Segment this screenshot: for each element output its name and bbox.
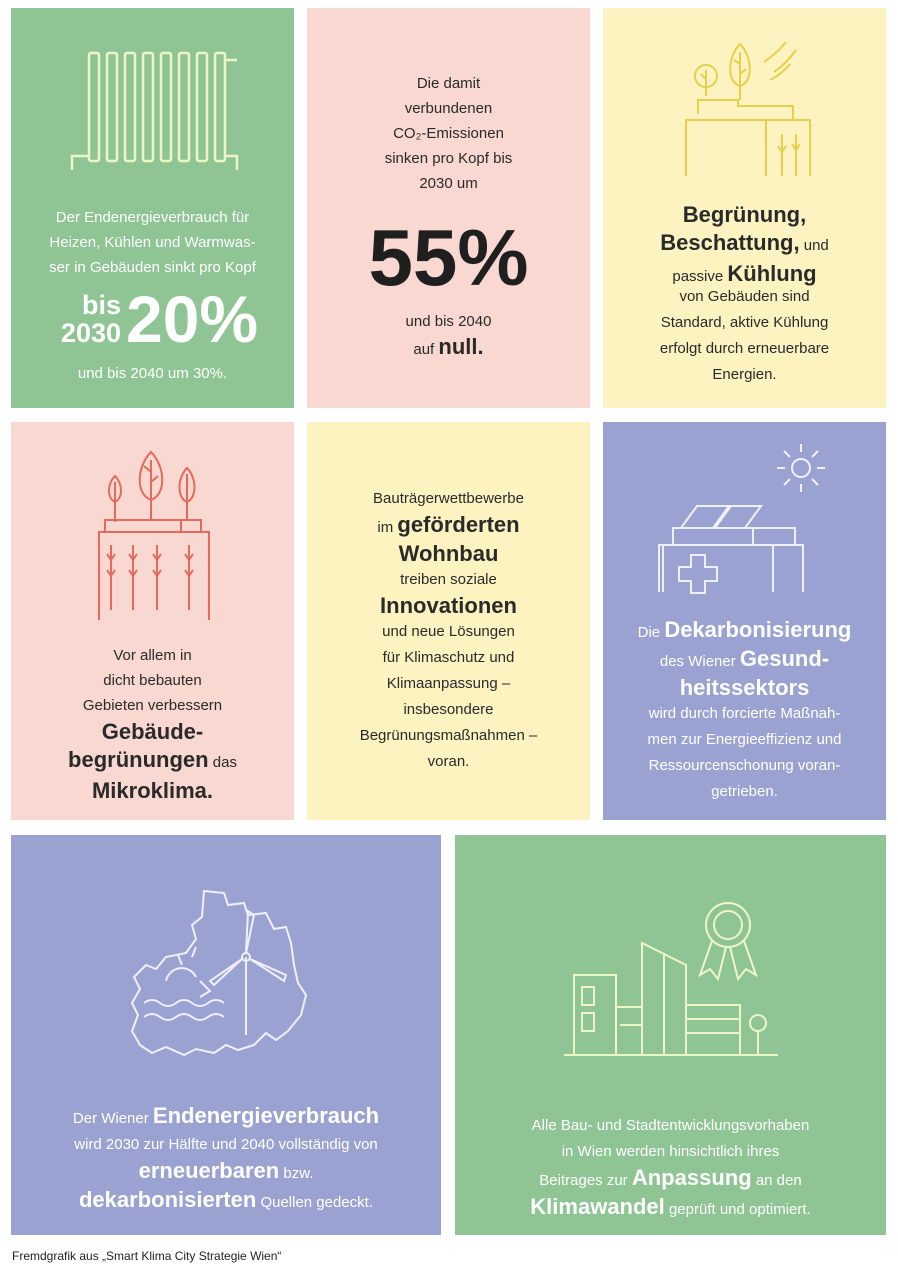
tile5-im: im <box>377 519 394 536</box>
tile3-passive: passive <box>672 268 724 285</box>
tile6-heitssektors: heitssektors <box>679 675 810 700</box>
tile-co2-emissions <box>307 8 590 408</box>
tile8-line1: Alle Bau- und Stadtentwicklungsvorhaben <box>531 1117 810 1134</box>
tile6-die: Die <box>637 624 661 641</box>
tile1-big-prefix2: 2030 <box>60 318 121 348</box>
tile4-das: das <box>212 754 237 771</box>
tile2-line1: Die damit <box>416 75 481 92</box>
tile1-line2: Heizen, Kühlen und Warmwas- <box>49 234 256 251</box>
tile2-line2: verbundenen <box>404 100 493 117</box>
tile4-begruenungen: begrünungen <box>68 747 209 772</box>
tile1-big-value: 20% <box>126 282 259 356</box>
tile7-endenergieverbrauch: Endenergieverbrauch <box>152 1103 380 1128</box>
tile1-line1: Der Endenergieverbrauch für <box>55 209 250 226</box>
tile5-line1: Bauträgerwettbewerbe <box>373 490 524 507</box>
vienna-map-wind-turbine-icon <box>126 885 326 1060</box>
tile2-line5: 2030 um <box>419 175 478 192</box>
tile6-line7: getrieben. <box>711 783 778 800</box>
tile2-line6: und bis 2040 <box>405 313 492 330</box>
tile1-big-prefix1: bis <box>81 290 121 320</box>
tile7-erneuerbaren: erneuerbaren <box>138 1158 280 1183</box>
tile5-wohnbau: Wohnbau <box>398 541 499 566</box>
tile2-line7a: auf <box>413 341 435 358</box>
tile8-beitrages: Beitrages zur <box>539 1172 628 1189</box>
tile6-line6: Ressourcenschonung voran- <box>648 757 841 774</box>
tile6-line4: wird durch forcierte Maßnah- <box>648 705 841 722</box>
tile7-quellen: Quellen gedeckt. <box>260 1194 374 1211</box>
tile3-beschattung: Beschattung, <box>660 230 800 255</box>
source-footer: Fremdgrafik aus „Smart Klima City Strategie Wien“ <box>12 1249 282 1263</box>
tile-health-sector <box>603 422 886 820</box>
tile7-der-wiener: Der Wiener <box>72 1110 149 1127</box>
tile7-line2: wird 2030 zur Hälfte und 2040 vollständig von <box>74 1136 378 1153</box>
tile3-kuehlung: Kühlung <box>727 261 817 286</box>
tile-final-energy-vienna <box>11 835 441 1235</box>
tile7-bzw: bzw. <box>283 1165 314 1182</box>
tile7-dekarbonisierten: dekarbonisierten <box>78 1187 257 1212</box>
tile2-big-value: 55% <box>368 213 529 302</box>
tile5-line6: Klimaanpassung – <box>386 675 511 692</box>
tile8-klimawandel: Klimawandel <box>530 1194 665 1219</box>
tile5-line5: für Klimaschutz und <box>382 649 515 666</box>
tile3-line5: Standard, aktive Kühlung <box>660 314 829 331</box>
radiator-icon <box>69 48 239 173</box>
tile6-dekarbonisierung: Dekarbonisierung <box>664 617 852 642</box>
green-facade-building-icon <box>91 450 216 620</box>
buildings-award-icon <box>560 895 780 1060</box>
tile3-begruenung: Begrünung, <box>682 202 807 227</box>
tile4-line1: Vor allem in <box>113 647 192 664</box>
tile5-gefoerderten: geförderten <box>397 512 520 537</box>
tile-climate-adaptation <box>455 835 886 1235</box>
tile-greening-cooling <box>603 8 886 408</box>
tile1-line4: und bis 2040 um 30%. <box>77 365 228 382</box>
tile5-line8: Begrünungsmaßnahmen – <box>359 727 538 744</box>
tile1-line3: ser in Gebäuden sinkt pro Kopf <box>49 259 256 276</box>
tile4-gebaeude: Gebäude- <box>101 719 204 744</box>
tile8-line2: in Wien werden hinsichtlich ihres <box>561 1143 780 1160</box>
tile4-line2: dicht bebauten <box>103 672 202 689</box>
hospital-solar-icon <box>653 440 838 595</box>
tile3-und: und <box>803 237 829 254</box>
tile3-line4: von Gebäuden sind <box>679 288 810 305</box>
tile3-line7: Energien. <box>712 366 777 383</box>
tile8-geprueft: geprüft und optimiert. <box>668 1201 811 1218</box>
tile5-line4: und neue Lösungen <box>382 623 515 640</box>
tile8-anpassung: Anpassung <box>631 1165 752 1190</box>
tile4-mikroklima: Mikroklima. <box>91 778 214 803</box>
tile-heating-energy <box>11 8 294 408</box>
tile8-an-den: an den <box>755 1172 802 1189</box>
tile5-line3: treiben soziale <box>400 571 497 588</box>
tile6-gesund: Gesund- <box>739 646 830 671</box>
tile2-line3: CO₂-Emissionen <box>393 125 504 142</box>
green-roof-building-icon <box>678 34 818 176</box>
tile4-line3: Gebieten verbessern <box>82 697 223 714</box>
tile-facade-greening <box>11 422 294 820</box>
tile5-line9: voran. <box>427 753 470 770</box>
tile5-innovationen: Innovationen <box>380 593 517 618</box>
tile6-des-wiener: des Wiener <box>659 653 736 670</box>
tile-subsidized-housing <box>307 422 590 820</box>
tile2-line4: sinken pro Kopf bis <box>384 150 513 167</box>
tile5-line7: insbesondere <box>403 701 494 718</box>
tile6-line5: men zur Energieeffizienz und <box>647 731 842 748</box>
tile3-line6: erfolgt durch erneuerbare <box>659 340 830 357</box>
tile2-null: null. <box>438 334 484 359</box>
